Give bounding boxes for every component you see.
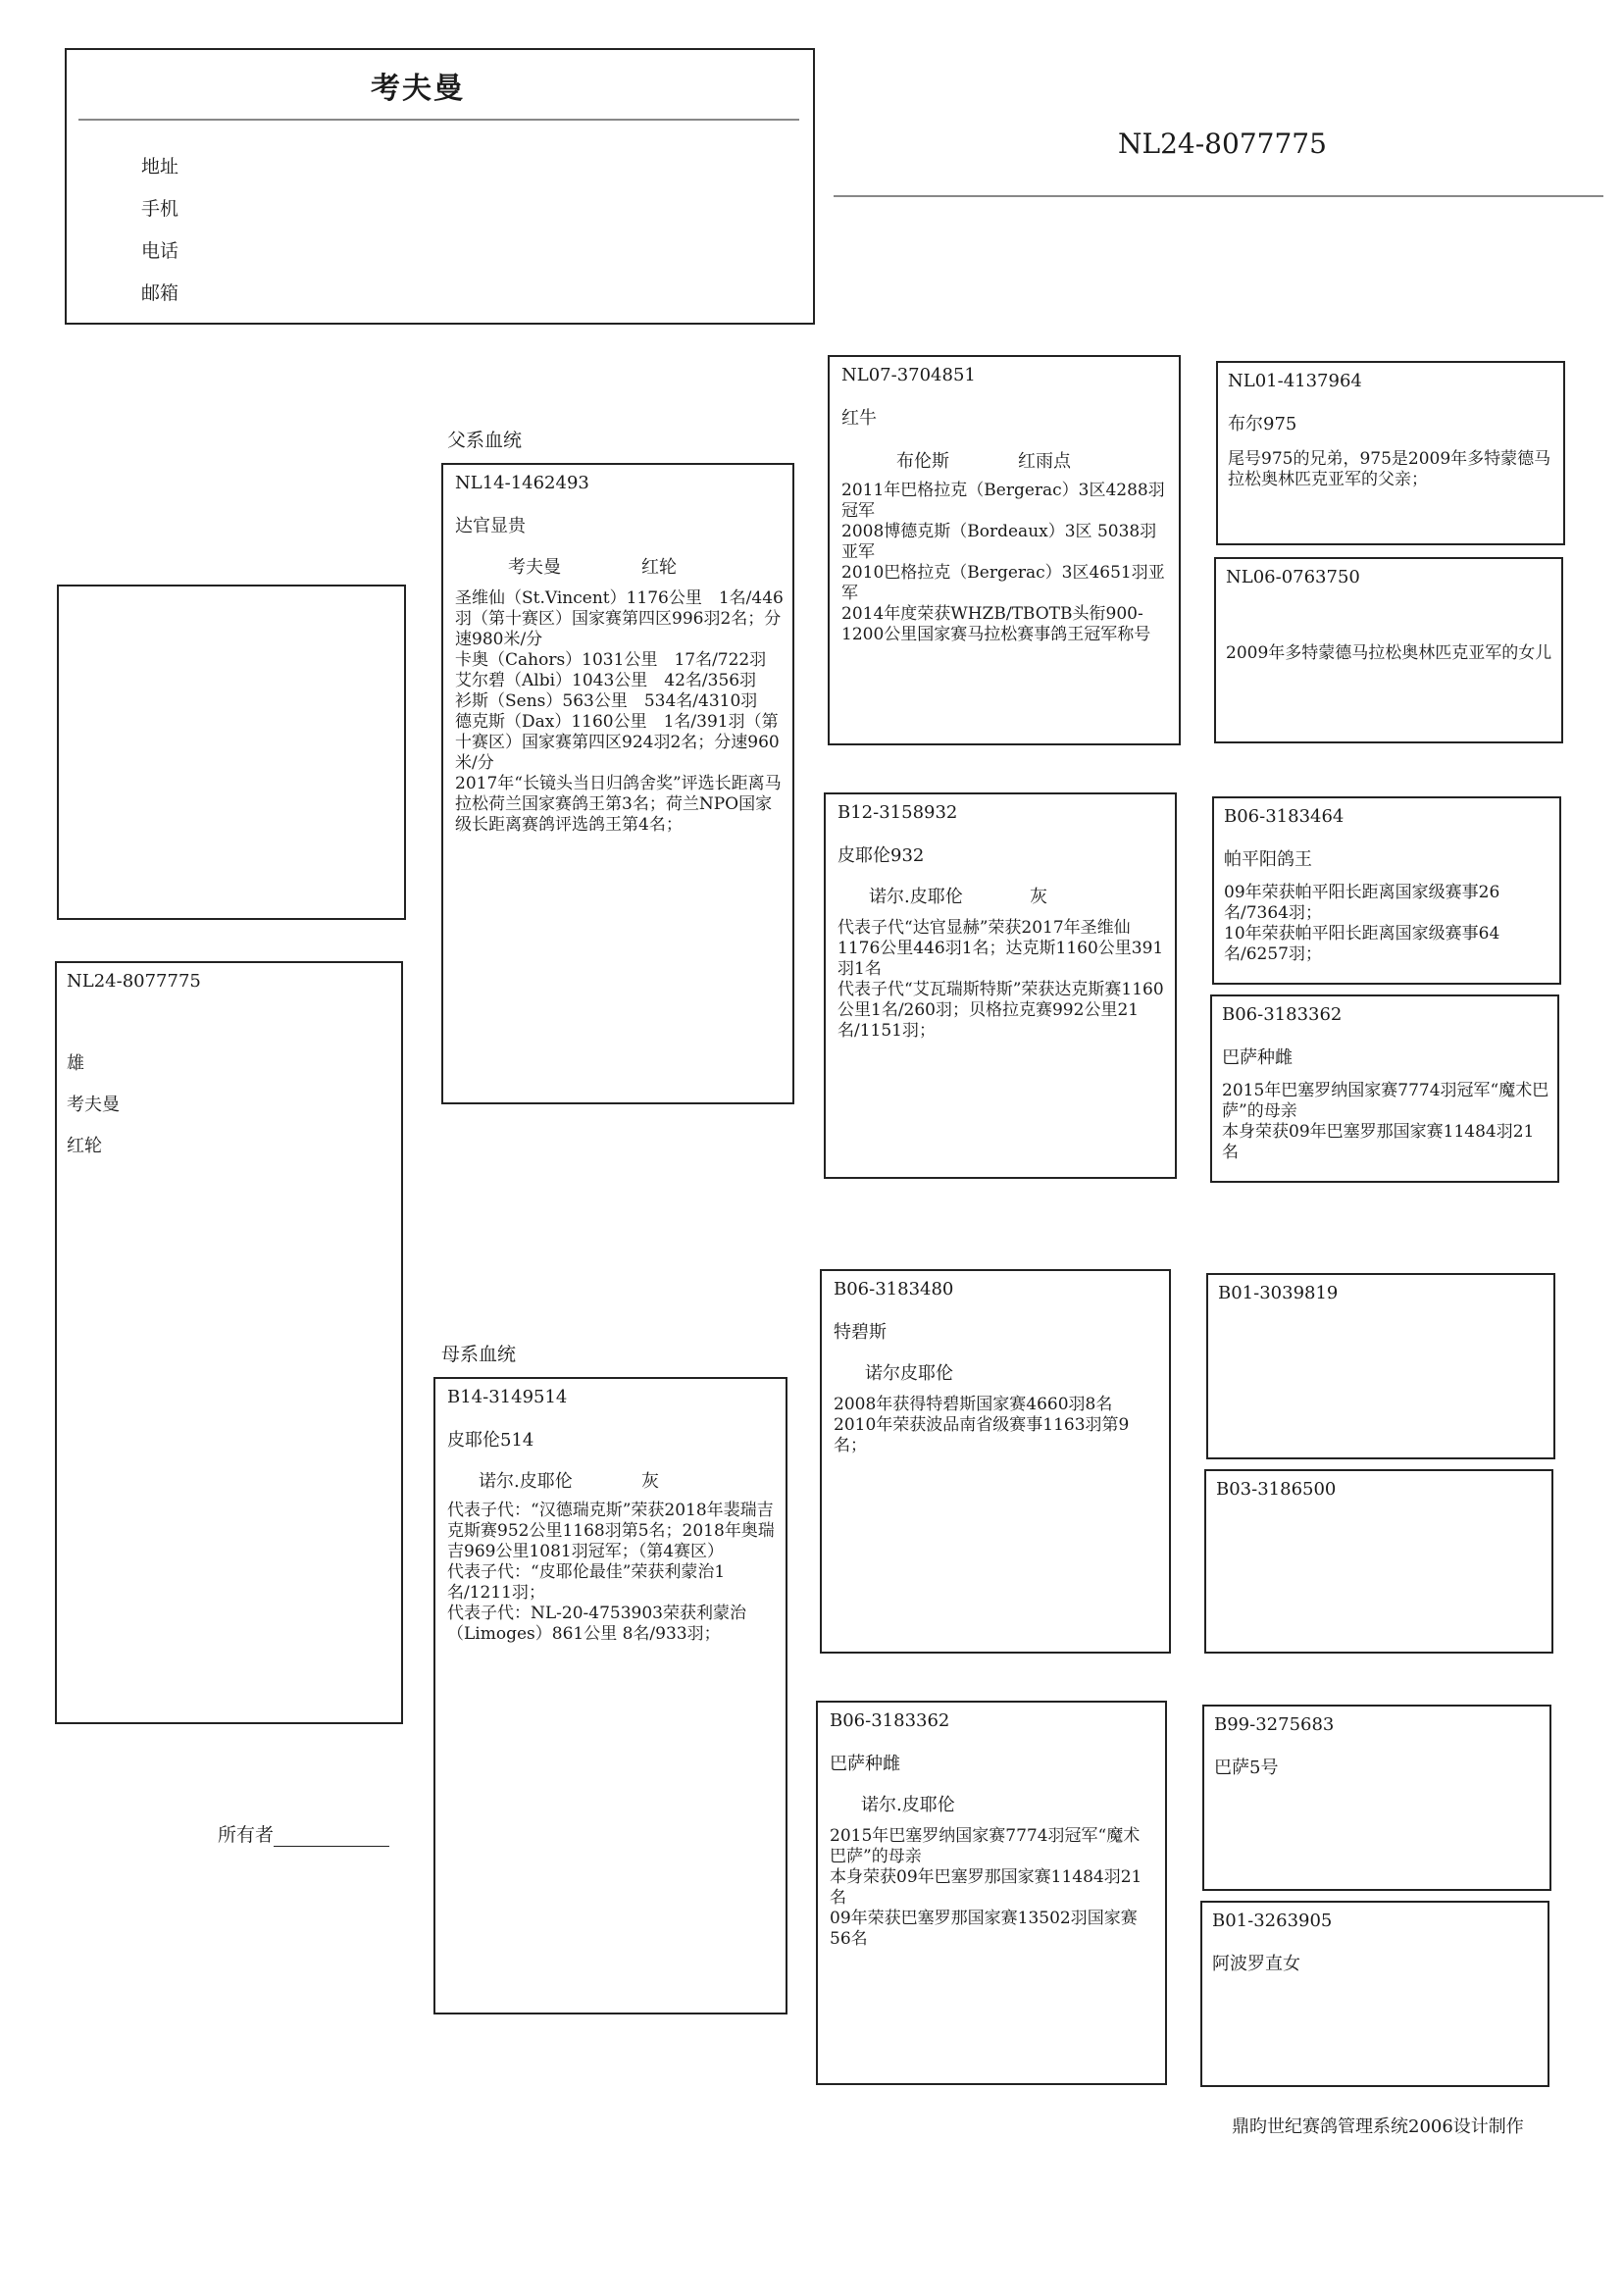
ggp-2-box <box>1214 557 1563 743</box>
dam-box <box>433 1377 787 2014</box>
ggp-1-description: 尾号975的兄弟，975是2009年多特蒙德马拉松奥林匹克亚军的父亲； <box>1228 449 1551 489</box>
ggp-6-box <box>1204 1469 1553 1654</box>
grandsire-maternal-name: 特碧斯 <box>834 1322 887 1343</box>
ggp-4-description: 2015年巴塞罗纳国家赛7774羽冠军“魔术巴萨”的母亲 本身荣获09年巴塞罗那国家赛11484羽21名 <box>1222 1081 1549 1162</box>
ggp-1-box <box>1216 361 1565 545</box>
granddam-paternal-ring: B12-3158932 <box>837 802 958 823</box>
owner-signature-line <box>274 1826 389 1847</box>
ggp-6-ring: B03-3186500 <box>1216 1479 1337 1500</box>
dam-breeder: 诺尔.皮耶伦 <box>479 1471 573 1492</box>
granddam-maternal-ring: B06-3183362 <box>830 1710 950 1731</box>
granddam-paternal-description: 代表子代“达官显赫”荣获2017年圣维仙1176公里446羽1名；达克斯1160公里391羽1名 代表子代“艾瓦瑞斯特斯”荣获达克斯赛1160公里1名/260羽；贝格拉克赛992公里21名/1151羽； <box>837 918 1164 1041</box>
ggp-7-ring: B99-3275683 <box>1214 1714 1335 1735</box>
grandsire-maternal-description: 2008年获得特碧斯国家赛4660羽8名 2010年荣获波品南省级赛事1163羽第9名； <box>834 1395 1130 1455</box>
grandsire-maternal-box <box>820 1269 1171 1654</box>
phone-label: 电话 <box>141 240 179 262</box>
ggp-8-box <box>1200 1901 1549 2087</box>
granddam-maternal-name: 巴萨种雌 <box>830 1754 900 1774</box>
email-label: 邮箱 <box>141 282 179 304</box>
dam-name: 皮耶伦514 <box>447 1430 534 1451</box>
address-label: 地址 <box>141 156 179 178</box>
grandsire-paternal-color: 红雨点 <box>1018 451 1071 472</box>
dam-ring: B14-3149514 <box>447 1387 568 1407</box>
grandsire-paternal-breeder: 布伦斯 <box>896 451 949 472</box>
dam-description: 代表子代：“汉德瑞克斯”荣获2018年裴瑞吉克斯赛952公里1168羽第5名；2018年奥瑞吉969公里1081羽冠军；（第4赛区） 代表子代：“皮耶伦最佳”荣获利蒙治1名/1211羽； 代表子代：NL-20-4753903荣获利蒙治（Limoges）861公里 8名/933羽； <box>447 1501 775 1644</box>
photo-box <box>57 585 406 920</box>
owner-header-box <box>65 48 815 325</box>
granddam-paternal-color: 灰 <box>1030 887 1047 907</box>
owner-name: 考夫曼 <box>371 72 465 106</box>
grandsire-paternal-name: 红牛 <box>841 408 877 429</box>
subject-color: 红轮 <box>67 1136 102 1156</box>
dam-line-label: 母系血统 <box>441 1344 517 1365</box>
ggp-1-name: 布尔975 <box>1228 414 1297 434</box>
granddam-maternal-breeder: 诺尔.皮耶伦 <box>861 1795 955 1815</box>
granddam-paternal-box <box>824 792 1177 1179</box>
mobile-label: 手机 <box>141 198 179 220</box>
ggp-4-box <box>1210 994 1559 1183</box>
header-ring-number: NL24-8077775 <box>1118 127 1327 160</box>
ggp-4-ring: B06-3183362 <box>1222 1004 1343 1025</box>
granddam-maternal-box <box>816 1701 1167 2085</box>
ggp-3-ring: B06-3183464 <box>1224 806 1345 827</box>
sire-line-label: 父系血统 <box>447 430 523 451</box>
subject-box <box>55 961 403 1724</box>
grandsire-paternal-box <box>828 355 1181 745</box>
sire-description: 圣维仙（St.Vincent）1176公里 1名/446羽（第十赛区）国家赛第四区996羽2名；分速980米/分 卡奥（Cahors）1031公里 17名/722羽 艾尔碧（Albi）1043公里 42名/356羽 衫斯（Sens）563公里 534名/4310羽 德克斯（Dax）1160公里 1名/391羽（第十赛区）国家赛第四区924羽2名；分速960米/分 2017年“长镜头当日归鸽舍奖”评选长距离马拉松荷兰国家赛鸽王第3名；荷兰NPO国家级长距离赛鸽评选鸽王第4名； <box>455 588 784 835</box>
sire-breeder: 考夫曼 <box>508 557 561 578</box>
ggp-3-description: 09年荣获帕平阳长距离国家级赛事26名/7364羽； 10年荣获帕平阳长距离国家级赛事64名/6257羽； <box>1224 883 1500 964</box>
ggp-7-box <box>1202 1705 1551 1891</box>
footer-credit: 鼎昀世纪赛鸽管理系统2006设计制作 <box>1232 2116 1524 2137</box>
ggp-1-ring: NL01-4137964 <box>1228 371 1362 391</box>
ggp-2-description: 2009年多特蒙德马拉松奥林匹克亚军的女儿 <box>1226 643 1552 663</box>
subject-ring: NL24-8077775 <box>67 971 201 992</box>
granddam-paternal-name: 皮耶伦932 <box>837 845 925 866</box>
ggp-3-box <box>1212 796 1561 985</box>
ggp-5-ring: B01-3039819 <box>1218 1283 1339 1303</box>
dam-color: 灰 <box>641 1471 659 1492</box>
granddam-maternal-description: 2015年巴塞罗纳国家赛7774羽冠军“魔术巴萨”的母亲 本身荣获09年巴塞罗那国家赛11484羽21名 09年荣获巴塞罗那国家赛13502羽国家赛56名 <box>830 1826 1142 1949</box>
grandsire-maternal-ring: B06-3183480 <box>834 1279 954 1300</box>
grandsire-paternal-ring: NL07-3704851 <box>841 365 976 385</box>
ggp-2-ring: NL06-0763750 <box>1226 567 1360 587</box>
ggp-5-box <box>1206 1273 1555 1459</box>
subject-breeder: 考夫曼 <box>67 1095 120 1115</box>
ggp-3-name: 帕平阳鸽王 <box>1224 849 1312 870</box>
sire-name: 达官显贵 <box>455 516 526 536</box>
grandsire-maternal-breeder: 诺尔皮耶伦 <box>865 1363 953 1384</box>
ggp-8-ring: B01-3263905 <box>1212 1911 1333 1931</box>
ggp-4-name: 巴萨种雌 <box>1222 1047 1293 1068</box>
subject-sex: 雄 <box>67 1053 84 1074</box>
grandsire-paternal-description: 2011年巴格拉克（Bergerac）3区4288羽冠军 2008博德克斯（Bordeaux）3区 5038羽 亚军 2010巴格拉克（Bergerac）3区4651羽亚军 2014年度荣获WHZB/TBOTB头衔900-1200公里国家赛马拉松赛事鸽王冠军称号 <box>841 481 1165 644</box>
owner-signature-label <box>218 1820 389 1847</box>
ggp-8-name: 阿波罗直女 <box>1212 1954 1300 1974</box>
header-divider <box>834 195 1603 197</box>
sire-color: 红轮 <box>641 557 677 578</box>
owner-label-text: 所有者 <box>218 1824 275 1846</box>
sire-box <box>441 463 794 1104</box>
sire-ring: NL14-1462493 <box>455 473 589 493</box>
ggp-7-name: 巴萨5号 <box>1214 1758 1279 1778</box>
granddam-paternal-breeder: 诺尔.皮耶伦 <box>869 887 963 907</box>
